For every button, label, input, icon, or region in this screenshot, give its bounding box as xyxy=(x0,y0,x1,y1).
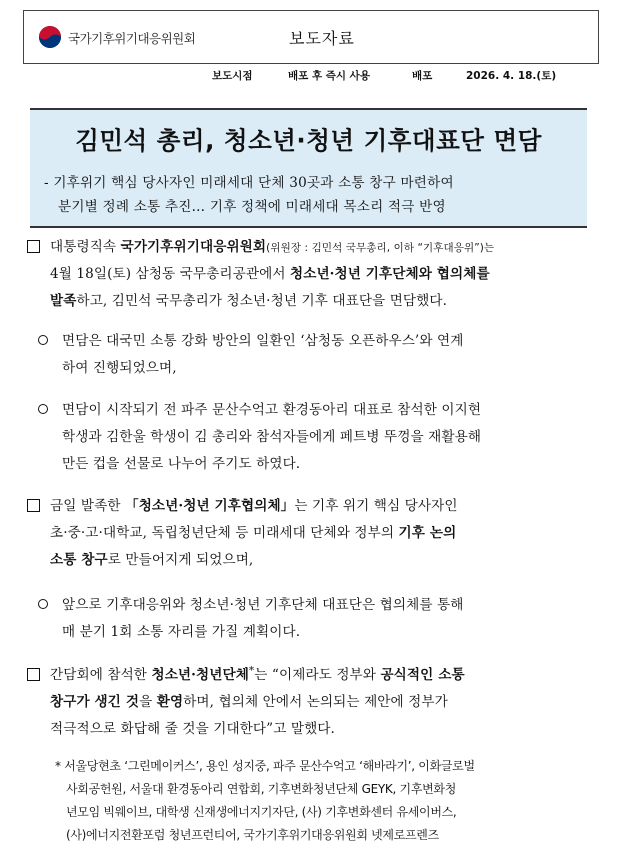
paragraph-1-line-2 xyxy=(50,262,490,282)
text-span-bold: 환영 xyxy=(156,694,184,710)
subtitle-line-2: 분기별 정례 소통 추진… 기후 정책에 미래세대 목소리 적극 반영 xyxy=(58,199,446,215)
text-span-bold: 창구가 생긴 것 xyxy=(50,694,140,710)
paragraph-2-line-1 xyxy=(50,494,458,514)
text-span-bold: 발족 xyxy=(50,293,77,309)
footnote-marker: * xyxy=(248,664,255,677)
text-span-bold: 국가기후위기대응위원회 xyxy=(120,239,267,255)
title-box xyxy=(30,108,587,228)
release-info xyxy=(0,68,619,86)
header-box xyxy=(23,10,599,64)
sub-1-line-1: 면담은 대국민 소통 강화 방안의 일환인 ‘삼청동 오픈하우스’와 연계 xyxy=(62,333,464,349)
paragraph-3-line-1 xyxy=(50,663,465,683)
text-span: 로 만들어지게 되었으며, xyxy=(107,552,254,568)
footnote-line-4: (사)에너지전환포럼 청년프런티어, 국가기후위기대응위원회 넷제로프렌즈 xyxy=(66,828,439,842)
circle-bullet-icon xyxy=(38,599,48,609)
release-timing: 배포 후 즉시 사용 xyxy=(288,70,370,82)
document-type: 보도자료 xyxy=(289,29,355,48)
paragraph-1-line-1 xyxy=(50,235,494,255)
footnote-line-3: 년모임 빅웨이브, 대학생 신재생에너지기자단, (사) 기후변화센터 유세이버스, xyxy=(66,805,457,819)
release-date: 2026. 4. 18.(토) xyxy=(466,70,557,82)
distribution-label: 배포 xyxy=(412,70,433,82)
sub-2-line-2: 학생과 김한울 학생이 김 총리와 참석자들에게 페트병 뚜껑을 재활용해 xyxy=(62,429,482,445)
square-bullet-icon xyxy=(27,240,40,253)
text-span: 는 “이제라도 정부와 xyxy=(254,667,381,683)
subtitle-line-1: - 기후위기 핵심 당사자인 미래세대 단체 30곳과 소통 창구 마련하여 xyxy=(44,175,454,191)
text-span-small: (위원장 : 김민석 국무총리, 이하 “기후대응위”)는 xyxy=(266,242,495,254)
sub-2-line-1: 면담이 시작되기 전 파주 문산수억고 환경동아리 대표로 참석한 이지현 xyxy=(62,402,482,418)
text-span: 4월 18일(토) 삼청동 국무총리공관에서 xyxy=(50,266,290,282)
square-bullet-icon xyxy=(27,668,40,681)
text-span: 을 xyxy=(139,694,157,710)
text-span: 하고, 김민석 국무총리가 청소년·청년 기후 대표단을 면담했다. xyxy=(76,293,448,309)
text-span-bold: 공식적인 소통 xyxy=(380,667,465,683)
text-span: 는 기후 위기 핵심 당사자인 xyxy=(294,498,458,514)
paragraph-2-line-3 xyxy=(50,548,253,568)
paragraph-2-line-2 xyxy=(50,521,456,541)
release-label: 보도시점 xyxy=(212,70,253,82)
text-span-bold: 「청소년·청년 기후협의체」 xyxy=(125,498,295,514)
circle-bullet-icon xyxy=(38,335,48,345)
text-span-bold: 소통 창구 xyxy=(50,552,108,568)
sub-3-line-2: 매 분기 1회 소통 자리를 가질 계획이다. xyxy=(62,624,301,640)
government-emblem-icon xyxy=(38,25,62,49)
sub-3-line-1: 앞으로 기후대응위와 청소년·청년 기후단체 대표단은 협의체를 통해 xyxy=(62,597,464,613)
text-span-bold: 청소년·청년단체 xyxy=(151,667,249,683)
sub-1-line-2: 하여 진행되었으며, xyxy=(62,360,177,376)
text-span-bold: 청소년·청년 기후단체와 협의체를 xyxy=(289,266,490,282)
text-span: 초·중·고·대학교, 독립청년단체 등 미래세대 단체와 정부의 xyxy=(50,525,399,541)
text-span: 금일 발족한 xyxy=(50,498,125,514)
text-span: 대통령직속 xyxy=(50,239,121,255)
footnote-line-2: 사회공헌원, 서울대 환경동아리 연합회, 기후변화청년단체 GEYK, 기후변화청 xyxy=(66,782,456,796)
paragraph-3-line-2 xyxy=(50,690,448,710)
text-span-bold: 기후 논의 xyxy=(398,525,457,541)
text-span: 하며, 협의체 안에서 논의되는 제안에 정부가 xyxy=(183,694,448,710)
text-span: 간담회에 참석한 xyxy=(50,667,152,683)
sub-2-line-3: 만든 컵을 선물로 나누어 주기도 하였다. xyxy=(62,456,301,472)
square-bullet-icon xyxy=(27,499,40,512)
paragraph-1-line-3 xyxy=(50,289,447,309)
circle-bullet-icon xyxy=(38,404,48,414)
page-title: 김민석 총리, 청소년·청년 기후대표단 면담 xyxy=(75,126,542,155)
paragraph-3-line-3: 적극적으로 화답해 줄 것을 기대한다”고 말했다. xyxy=(50,721,335,737)
org-name: 국가기후위기대응위원회 xyxy=(68,31,196,46)
footnote-line-1: * 서울당현초 ‘그린메이커스’, 용인 성지중, 파주 문산수억고 ‘해바라기’, 이화글로벌 xyxy=(55,759,475,773)
